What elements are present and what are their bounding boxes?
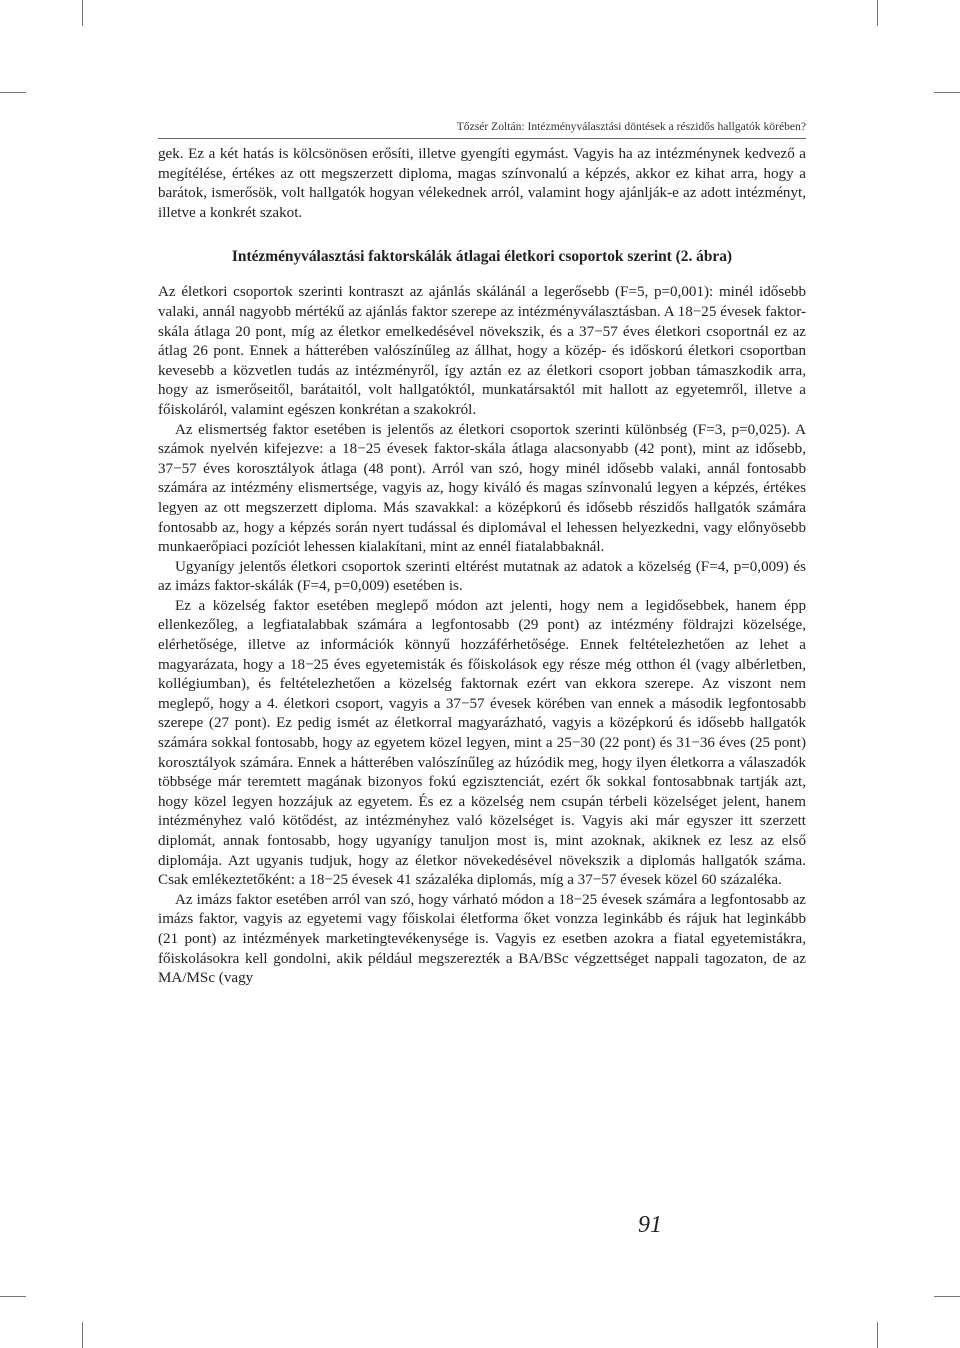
crop-mark-bottom-right <box>877 1322 878 1348</box>
body-paragraph-5: Az imázs faktor esetében arról van szó, hogy várható módon a 18−25 évesek számára a legfontosabb az imázs faktor, vagyis az egyetemi vagy főiskolai életforma őket vonzza leginkább és rájuk hat leginkább (21 pont) az intézmények marketingtevékenysége is. Vagyis ez esetben azokra a fiatal egyetemistákra, főiskolásokra kell gondolni, akik például megszerezték a BA/BSc végzettséget nappali tagozaton, de az MA/MSc (vagy <box>158 891 806 987</box>
crop-mark-bottom-right-h <box>934 1296 960 1297</box>
body-paragraph-1: Az életkori csoportok szerinti kontraszt az ajánlás skálánál a legerősebb (F=5, p=0,001): minél idősebb valaki, annál nagyobb mértékű az ajánlás faktor szerepe az intézményválasztásban. A 18−25 évesek faktor-skála átlaga 20 pont, míg az életkor emelkedésével növekszik, és a 37−57 éves életkori csoportnál ez az átlag 26 pont. Ennek a hátterében valószínűleg az állhat, hogy a közép- és időskorú életkori csoportban kevesebb a közvetlen tudás az intézményről, így aztán ez az életkori csoport jobban támaszkodik arra, hogy az ismerőseitől, barátaitól, volt hallgatóktól, munkatársaktól mit hallott az egyetemről, illetve a főiskoláról, valamint egészen konkrétan a szakokról. <box>158 284 806 418</box>
body-paragraph-4: Ez a közelség faktor esetében meglepő módon azt jelenti, hogy nem a legidősebbek, hanem épp ellenkezőleg, a legfiatalabbak számára a legfontosabb (29 pont) az intézmény földrajzi közelsége, elérhetősége, illetve az információk könnyű hozzáférhetősége. Ennek feltételezhetően az lehet a magyarázata, hogy a 18−25 éves egyetemisták és főiskolások egy része még otthon él (vagy albérletben, kollégiumban), és feltételezhetően a közelség faktornak ezért van ekkora szerepe. Az viszont nem meglepő, hogy a 4. életkori csoport, vagyis a 37−57 évesek körében van ennek a második legfontosabb szerepe (27 pont). Ez pedig ismét az életkorral magyarázható, vagyis a középkorú és idősebb hallgatók számára sokkal fontosabb, hogy az egyetem közel legyen, mint a 25−30 (22 pont) és 31−36 éves (25 pont) korosztályok számára. Ennek a hátterében valószínűleg az húzódik meg, hogy ilyen életkorra a válaszadók többsége már teremtett magának bizonyos fokú egzisztenciát, ezért ők sokkal fontosabbnak tartják azt, hogy közel legyen hozzájuk az egyetem. És ez a közelség nem csupán térbeli közelséget jelent, hanem intézményhez való kötődést, az intézményhez való közelséget is. Vagyis aki már egyszer itt szerzett diplomát, annak fontosabb, hogy ugyanígy tanuljon most is, mint azoknak, akiknek ez lesz az első diplomája. Azt ugyanis tudjuk, hogy az életkor növekedésével növekszik a diplomás hallgatók száma. Csak emlékeztetőként: a 18−25 évesek 41 százaléka diplomás, míg a 37−57 évesek közel 60 százaléka. <box>158 597 806 889</box>
body-paragraph-2: Az elismertség faktor esetében is jelentős az életkori csoportok szerinti különbség (F=3, p=0,025). A számok nyelvén kifejezve: a 18−25 évesek faktor-skála átlaga alacsonyabb (42 pont), mint az idősebb, 37−57 éves korosztályok átlaga (48 pont). Arról van szó, hogy minél idősebb valaki, annál fontosabb számára az intézmény elismertsége, vagyis az, hogy kiváló és magas színvonalú legyen a képzés, értékes legyen az ott megszerzett diploma. Más szavakkal: a középkorú és idősebb részidős hallgatók számára fontosabb az, hogy a képzés során nyert tudással és diplomával el lehessen helyezkedni, vagy előnyösebb munkaerőpiaci pozíciót lehessen kialakítani, mint az ennél fiatalabbaknál. <box>158 421 806 556</box>
page-number: 91 <box>638 1212 662 1238</box>
crop-mark-top-left-h <box>0 92 26 93</box>
page-body <box>158 120 806 989</box>
crop-mark-top-left <box>82 0 83 26</box>
body-paragraph-3: Ugyanígy jelentős életkori csoportok szerinti eltérést mutatnak az adatok a közelség (F=4, p=0,009) és az imázs faktor-skálák (F=4, p=0,009) esetében is. <box>158 558 806 595</box>
crop-mark-top-right <box>877 0 878 26</box>
intro-paragraph: gek. Ez a két hatás is kölcsönösen erősíti, illetve gyengíti egymást. Vagyis ha az intézménynek kedvező a megítélése, értékes az ott megszerzett diploma, magas színvonalú a képzés, akkor ez kihat arra, hogy a barátok, ismerősök, volt hallgatók hogyan vélekednek arról, valamint hogy ajánlják-e az adott intézményt, illetve a konkrét szakot. <box>158 146 806 221</box>
running-header: Tőzsér Zoltán: Intézményválasztási döntések a részidős hallgatók körében? <box>158 120 806 139</box>
crop-mark-top-right-h <box>934 92 960 93</box>
section-title: Intézményválasztási faktorskálák átlagai életkori csoportok szerint (2. ábra) <box>231 248 733 266</box>
crop-mark-bottom-left-h <box>0 1296 26 1297</box>
crop-mark-bottom-left <box>82 1322 83 1348</box>
